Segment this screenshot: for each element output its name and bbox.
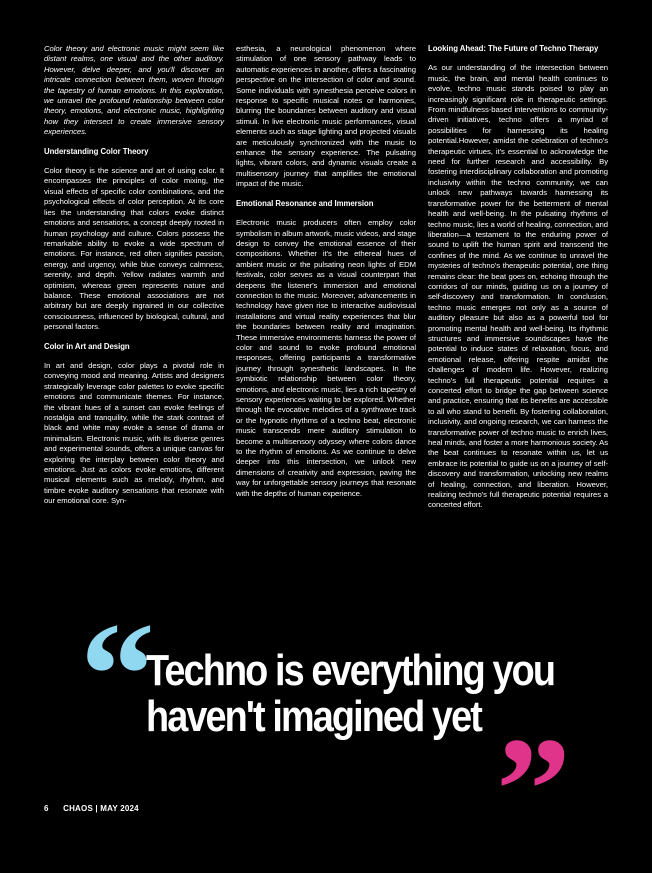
page-number: 6 (44, 804, 49, 813)
section-heading-color-theory: Understanding Color Theory (44, 146, 149, 156)
open-quote-mark: “ (80, 592, 155, 758)
article-column-3 (428, 44, 608, 520)
body-paragraph: Electronic music producers often employ color symbolism in album artwork, music videos, and stage design to convey the emotional essence of their compositions. Whether it's the ethereal hues of ambient music or the pulsating neon lights of EDM festivals, color serves as a visual counterpart that deepens the listener's immersion and emotional connection to the music. Moreover, advancements in technology have given rise to interactive audiovisual installations and virtual reality experiences that blur the boundaries between reality and imagination. These immersive environments harness the power of color and sound to evoke profound emotional responses, offering participants a transformative journey through synesthetic landscapes. In the symbiotic relationship between color theory, emotions, and electronic music, lies a rich tapestry of sensory experiences waiting to be explored. Whether through the evocative melodies of a synthwave track or the hypnotic rhythms of a techno beat, electronic music transcends mere auditory stimulation to become a multisensory odyssey where colors dance to the rhythm of emotions. As we continue to delve deeper into this intersection, we unlock new dimensions of creativity and expression, paving the way for unforgettable sensory journeys that resonate with the depths of human experience. (236, 218, 416, 498)
article-column-2 (236, 44, 416, 508)
pull-quote-line-1: Techno is everything you (146, 646, 555, 695)
section-heading-future-techno-therapy: Looking Ahead: The Future of Techno Therapy (428, 44, 599, 53)
publication-label: CHAOS | MAY 2024 (63, 804, 139, 813)
body-paragraph: As our understanding of the intersection between music, the brain, and mental health continues to evolve, techno music stands poised to play an increasingly significant role in therapeutic settings. From mindfulness-based interventions to community-driven initiatives, techno offers a myriad of possibilities for harnessing its healing potential.However, amidst the celebration of techno's therapeutic virtues, it's essential to acknowledge the need for further research and accessibility. By fostering interdisciplinary collaboration and promoting inclusivity within the techno community, we can unlock new pathways towards harnessing its transformative power for the betterment of mental health and well-being. In the pulsating rhythms of techno music, lies a world of healing, connection, and liberation—a testament to the enduring power of sound to uplift the human spirit and transcend the confines of the mind. As we continue to unravel the mysteries of techno's therapeutic potential, one thing remains clear: the beat goes on, echoing through the corridors of our minds, guiding us on a journey of self-discovery and transformation. In conclusion, techno music emerges not only as a source of auditory pleasure but also as a powerful tool for promoting mental health and well-being. Its rhythmic structures and immersive soundscapes have the potential to induce states of relaxation, focus, and emotional release, offering respite amidst the challenges of modern life. However, realizing techno's full therapeutic potential requires a concerted effort to bridge the gap between science and practice, ensuring that its benefits are accessible to all who stand to benefit. By fostering collaboration, inclusivity, and ongoing research, we can harness the transformative power of techno music to enrich lives, heal minds, and foster a more harmonious society. As the beat continues to resonate within us, let us embrace its potential to guide us on a journey of self-discovery and transformation, unlocking new realms of healing, connection, and liberation. However, realizing techno's full therapeutic potential requires a concerted effort. (428, 63, 608, 510)
pull-quote (146, 646, 555, 741)
body-paragraph: In art and design, color plays a pivotal role in conveying mood and meaning. Artists and designers strategically leverage color palettes to evoke specific emotions and communicate themes. For instance, the vibrant hues of a sunset can evoke feelings of nostalgia and tranquility, while the stark contrast of black and white may evoke a sense of drama or minimalism. Electronic music, with its diverse genres and experimental sounds, offers a unique canvas for exploring the interplay between color theory and emotions. Just as colors evoke emotions, different musical elements such as melody, rhythm, and timbre evoke auditory sensations that resonate with our emotional core. Syn- (44, 360, 224, 506)
body-paragraph: esthesia, a neurological phenomenon where stimulation of one sensory pathway leads to automatic experiences in another, offers a fascinating perspective on the intersection of color and sound. Some individuals with synesthesia perceive colors in response to specific musical notes or harmonies, blurring the boundaries between auditory and visual stimuli. In live electronic music performances, visual elements such as stage lighting and projected visuals are meticulously synchronized with the music to enhance the sensory experience. The pulsating lights, vibrant colors, and dynamic visuals create a multisensory journey that amplifies the emotional impact of the music. (236, 44, 416, 189)
close-quote-mark: ” (496, 707, 571, 873)
article-column-1 (44, 44, 224, 516)
pull-quote-line-2: haven't imagined yet (146, 692, 481, 741)
body-paragraph: Color theory is the science and art of using color. It encompasses the principles of color mixing, the visual effects of specific color combinations, and the psychological effects of color perception. At its core lies the understanding that colors evoke distinct emotions and sensations, a concept deeply rooted in human psychology and culture. Colors possess the remarkable ability to evoke a wide spectrum of emotions. For instance, red often signifies passion, energy, and urgency, while blue conveys calmness, serenity, and depth. Yellow radiates warmth and optimism, whereas green represents nature and balance. These emotional associations are not arbitrary but are deeply ingrained in our collective consciousness, influenced by biological, cultural, and personal factors. (44, 166, 224, 332)
page-footer (44, 804, 139, 813)
section-heading-art-design: Color in Art and Design (44, 341, 130, 351)
intro-paragraph: Color theory and electronic music might seem like distant realms, one visual and the other auditory. However, delve deeper, and you'll discover an intricate connection between them, woven through the tapestry of human emotions. In this exploration, we unravel the profound relationship between color theory, emotions, and electronic music, highlighting how they intersect to create immersive sensory experiences. (44, 44, 224, 137)
section-heading-emotional-resonance: Emotional Resonance and Immersion (236, 198, 374, 208)
